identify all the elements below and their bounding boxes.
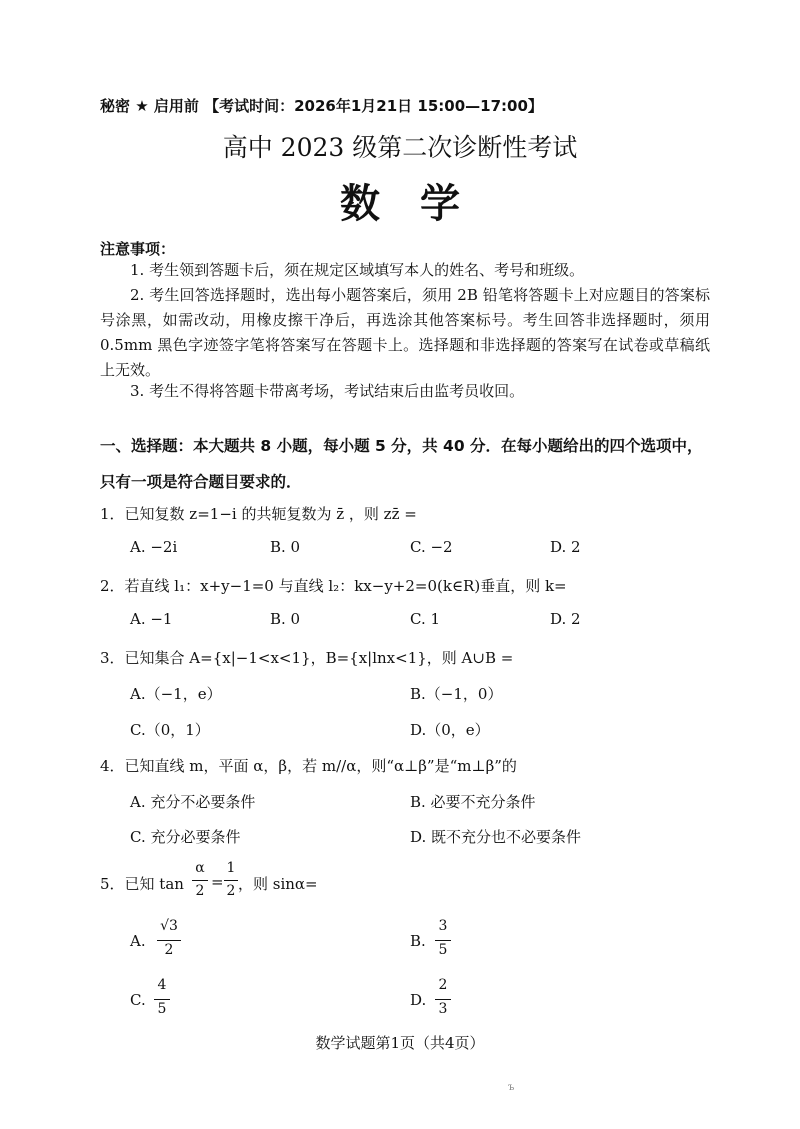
question-3-option-a: A.（−1，e）	[130, 685, 222, 703]
question-5-option-c-num: 4	[157, 977, 167, 993]
note-item: 2. 考生回答选择题时，选出每小题答案后，须用 2B 铅笔将答题卡上对应题目的答案标号涂黑，如需改动，用橡皮擦干净后，再选涂其他答案标号。考生回答非选择题时，须用 0.5mm 黑色字迹签字笔将答案写在答题卡上。选择题和非选择题的答案写在试卷或草稿纸上无效。	[100, 286, 710, 379]
subject-title: 数学	[340, 181, 500, 227]
question-1-option-c: C. −2	[410, 538, 453, 556]
question-3-option-d: D.（0，e）	[410, 721, 490, 739]
question-2-option-c: C. 1	[410, 610, 441, 628]
question-2-stem: 2．若直线 l₁：x+y−1=0 与直线 l₂：kx−y+2=0(k∈R)垂直，则 k=	[100, 577, 567, 595]
question-5-option-d-den: 3	[438, 1001, 448, 1017]
question-5-option-d-label: D.	[410, 991, 427, 1009]
scan-mark: ъ	[508, 1082, 515, 1093]
question-5-frac1-num: α	[195, 860, 205, 876]
question-3-option-b: B.（−1，0）	[410, 685, 503, 703]
question-3-stem: 3．已知集合 A={x|−1<x<1}，B={x|lnx<1}，则 A∪B =	[100, 649, 514, 667]
section-heading: 一、选择题：本大题共 8 小题，每小题 5 分，共 40 分．在每小题给出的四个选项中，只有一项是符合题目要求的．	[100, 437, 703, 491]
fraction-bar	[154, 999, 170, 1000]
question-1-option-b: B. 0	[270, 538, 301, 556]
question-2-option-b: B. 0	[270, 610, 301, 628]
question-4-option-a: A. 充分不必要条件	[130, 793, 256, 811]
fraction-bar	[192, 880, 208, 881]
question-5-option-a-num: √3	[160, 918, 178, 934]
note-item: 1. 考生领到答题卡后，须在规定区域填写本人的姓名、考号和班级。	[130, 261, 585, 279]
fraction-bar	[224, 880, 238, 881]
fraction-bar	[157, 940, 181, 941]
question-5-equals: =	[211, 873, 224, 891]
question-1-option-d: D. 2	[550, 538, 581, 556]
question-4-option-b: B. 必要不充分条件	[410, 793, 536, 811]
question-5-option-c-den: 5	[157, 1001, 167, 1017]
page-footer: 数学试题第1页（共4页）	[315, 1034, 485, 1052]
note-item: 3. 考生不得将答题卡带离考场，考试结束后由监考员收回。	[130, 382, 525, 400]
exam-title: 高中 2023 级第二次诊断性考试	[222, 133, 578, 162]
question-5-frac2-den: 2	[226, 883, 236, 899]
confidential-header: 秘密 ★ 启用前 【考试时间：2026年1月21日 15:00—17:00】	[100, 97, 543, 115]
question-5-option-a-label: A.	[130, 932, 146, 950]
question-5-stem-prefix: 5．已知 tan	[100, 875, 184, 893]
question-1-stem: 1．已知复数 z=1−i 的共轭复数为 z̄ ，则 zz̄ =	[100, 505, 417, 523]
question-5-frac2-num: 1	[226, 860, 236, 876]
question-5-option-b-den: 5	[438, 942, 448, 958]
question-5-frac1-den: 2	[195, 883, 205, 899]
question-3-option-c: C.（0，1）	[130, 721, 210, 739]
question-4-option-d: D. 既不充分也不必要条件	[410, 828, 582, 846]
question-5-option-a-den: 2	[164, 942, 174, 958]
fraction-bar	[435, 940, 451, 941]
question-1-option-a: A. −2i	[130, 538, 178, 556]
question-2-option-a: A. −1	[130, 610, 173, 628]
question-4-stem: 4．已知直线 m，平面 α，β，若 m//α，则“α⊥β”是“m⊥β”的	[100, 757, 517, 775]
question-5-option-c-label: C.	[130, 991, 146, 1009]
question-4-option-c: C. 充分必要条件	[130, 828, 241, 846]
question-5-option-d-num: 2	[438, 977, 448, 993]
question-5-option-b-label: B.	[410, 932, 426, 950]
fraction-bar	[435, 999, 451, 1000]
notes-heading: 注意事项：	[100, 240, 176, 258]
question-2-option-d: D. 2	[550, 610, 581, 628]
question-5-option-b-num: 3	[438, 918, 448, 934]
question-5-stem-suffix: ，则 sinα=	[238, 875, 318, 893]
